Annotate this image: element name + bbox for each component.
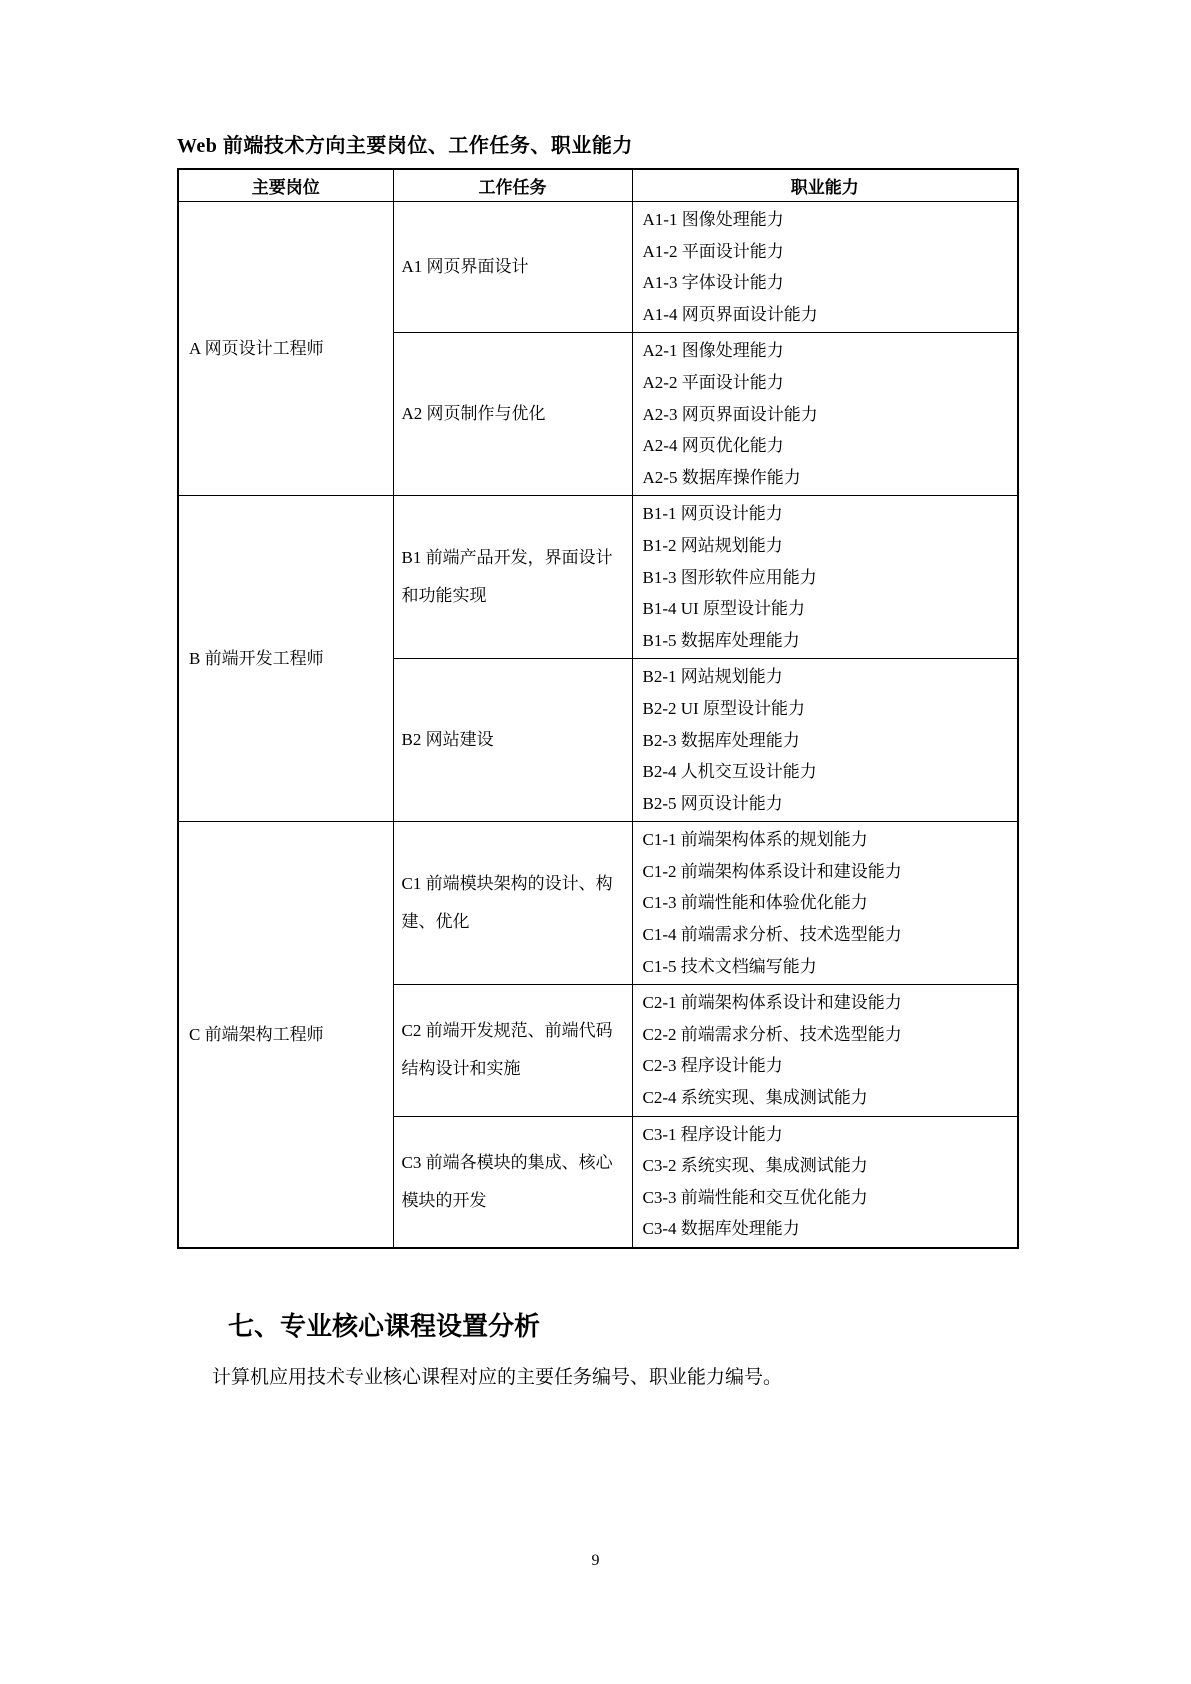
ability-item: A2-3 网页界面设计能力 bbox=[642, 404, 818, 424]
page-number: 9 bbox=[591, 1552, 600, 1569]
task-cell: B2 网站建设 bbox=[393, 659, 632, 822]
table-header bbox=[178, 169, 1018, 202]
ability-item: B1-3 图形软件应用能力 bbox=[642, 567, 817, 587]
ability-item: C1-1 前端架构体系的规划能力 bbox=[642, 830, 868, 850]
ability-item: A1-2 平面设计能力 bbox=[642, 241, 784, 261]
task-cell: A2 网页制作与优化 bbox=[393, 333, 632, 496]
abilities-cell bbox=[632, 333, 1018, 496]
ability-item: C2-4 系统实现、集成测试能力 bbox=[642, 1088, 868, 1108]
positions-tasks-abilities-table bbox=[177, 168, 1019, 1249]
table-row bbox=[178, 202, 1018, 333]
ability-item: B2-3 数据库处理能力 bbox=[642, 730, 800, 750]
ability-item: C2-1 前端架构体系设计和建设能力 bbox=[642, 993, 902, 1013]
task-cell: B1 前端产品开发，界面设计和功能实现 bbox=[393, 496, 632, 659]
position-cell: B 前端开发工程师 bbox=[178, 496, 393, 822]
page-title: Web 前端技术方向主要岗位、工作任务、职业能力 bbox=[177, 135, 633, 157]
position-cell: A 网页设计工程师 bbox=[178, 202, 393, 496]
ability-item: B1-1 网页设计能力 bbox=[642, 504, 783, 524]
ability-item: B2-2 UI 原型设计能力 bbox=[642, 698, 805, 718]
abilities-cell bbox=[632, 659, 1018, 822]
ability-item: B2-1 网站规划能力 bbox=[642, 667, 783, 687]
ability-item: A1-4 网页界面设计能力 bbox=[642, 304, 818, 324]
abilities-cell bbox=[632, 985, 1018, 1116]
ability-item: C1-3 前端性能和体验优化能力 bbox=[642, 893, 868, 913]
task-cell: C2 前端开发规范、前端代码结构设计和实施 bbox=[393, 985, 632, 1116]
ability-item: C1-2 前端架构体系设计和建设能力 bbox=[642, 861, 902, 881]
ability-item: B2-4 人机交互设计能力 bbox=[642, 762, 817, 782]
ability-item: C3-1 程序设计能力 bbox=[642, 1124, 783, 1144]
ability-item: C1-4 前端需求分析、技术选型能力 bbox=[642, 925, 902, 945]
ability-item: C2-2 前端需求分析、技术选型能力 bbox=[642, 1024, 902, 1044]
ability-item: B1-5 数据库处理能力 bbox=[642, 630, 800, 650]
section-heading: 七、专业核心课程设置分析 bbox=[228, 1311, 541, 1341]
position-cell: C 前端架构工程师 bbox=[178, 822, 393, 1248]
ability-item: C3-3 前端性能和交互优化能力 bbox=[642, 1187, 868, 1207]
ability-item: B1-2 网站规划能力 bbox=[642, 535, 783, 555]
ability-item: A2-1 图像处理能力 bbox=[642, 341, 784, 361]
section-paragraph: 计算机应用技术专业核心课程对应的主要任务编号、职业能力编号。 bbox=[212, 1366, 783, 1388]
ability-item: B1-4 UI 原型设计能力 bbox=[642, 599, 805, 619]
ability-item: A2-4 网页优化能力 bbox=[642, 436, 784, 456]
task-cell: A1 网页界面设计 bbox=[393, 202, 632, 333]
table-body bbox=[178, 202, 1018, 1249]
column-header-position: 主要岗位 bbox=[178, 169, 393, 202]
abilities-cell bbox=[632, 202, 1018, 333]
ability-item: B2-5 网页设计能力 bbox=[642, 793, 783, 813]
ability-item: C3-2 系统实现、集成测试能力 bbox=[642, 1156, 868, 1176]
table-row bbox=[178, 822, 1018, 985]
abilities-cell bbox=[632, 496, 1018, 659]
abilities-cell bbox=[632, 1116, 1018, 1248]
abilities-cell bbox=[632, 822, 1018, 985]
ability-item: A2-2 平面设计能力 bbox=[642, 372, 784, 392]
ability-item: C1-5 技术文档编写能力 bbox=[642, 956, 817, 976]
ability-item: A1-1 图像处理能力 bbox=[642, 210, 784, 229]
ability-item: A2-5 数据库操作能力 bbox=[642, 467, 801, 487]
column-header-task: 工作任务 bbox=[393, 169, 632, 202]
ability-item: A1-3 字体设计能力 bbox=[642, 273, 784, 293]
task-cell: C1 前端模块架构的设计、构建、优化 bbox=[393, 822, 632, 985]
ability-item: C2-3 程序设计能力 bbox=[642, 1056, 783, 1076]
task-cell: C3 前端各模块的集成、核心模块的开发 bbox=[393, 1116, 632, 1248]
column-header-ability: 职业能力 bbox=[632, 169, 1018, 202]
ability-item: C3-4 数据库处理能力 bbox=[642, 1219, 800, 1239]
table-row bbox=[178, 496, 1018, 659]
